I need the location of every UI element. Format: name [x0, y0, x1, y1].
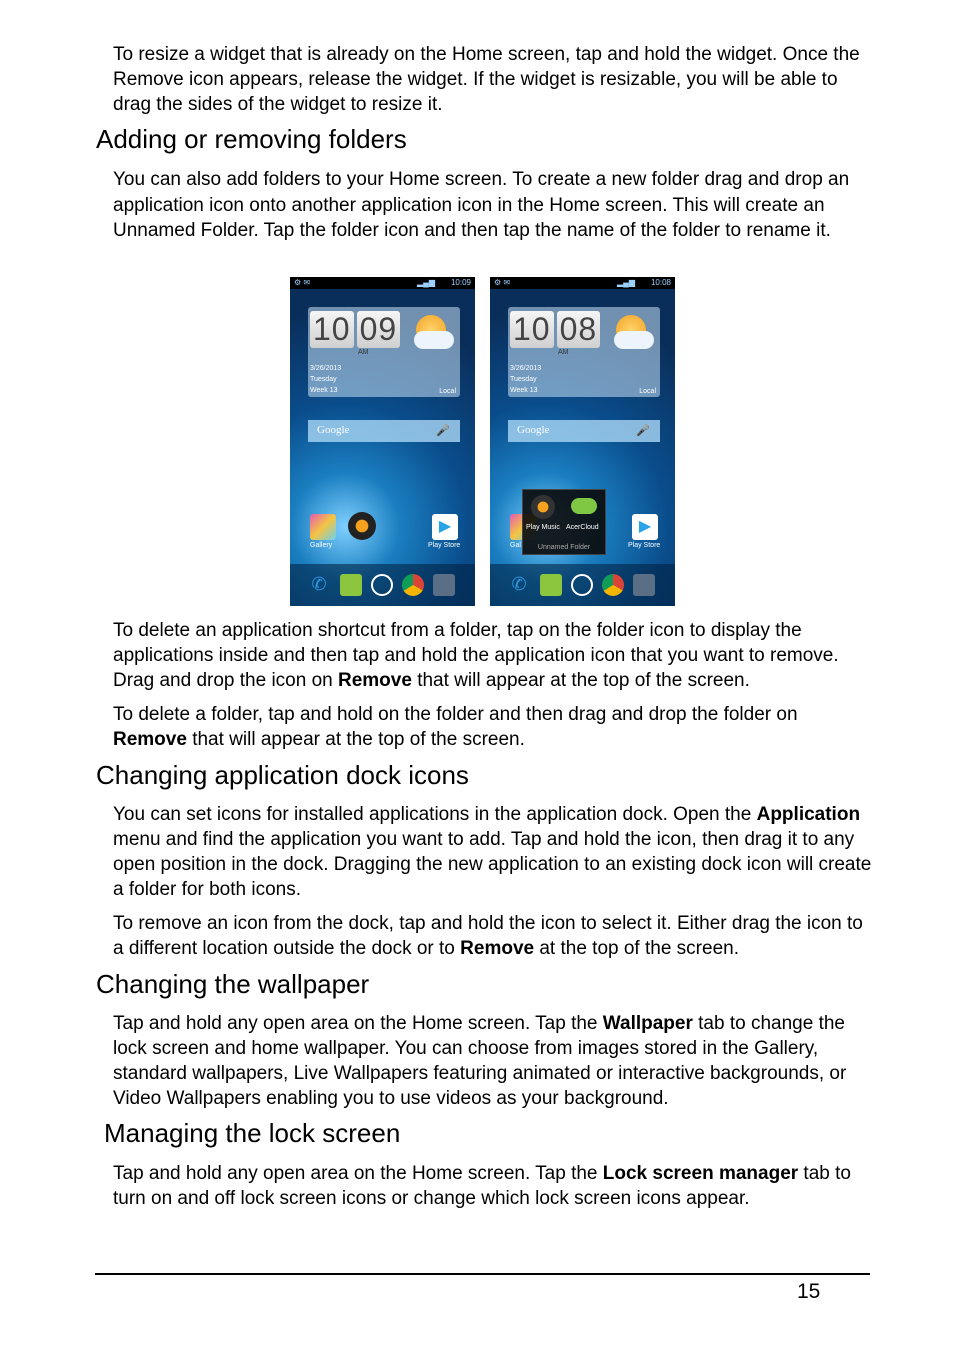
google-label: Google: [317, 424, 350, 436]
wallpaper-paragraph: Tap and hold any open area on the Home screen. Tap the Wallpaper tab to change the lock screen and home wallpaper. You can choose from images stored in the Gallery, standard wallpapers, Live Wallpapers featuring animated or interactive backgrounds, or Video Wallpapers enabling you to use videos as your background.: [113, 1013, 847, 1109]
status-time: 10:09: [450, 278, 471, 287]
app-drawer-icon[interactable]: [571, 574, 593, 596]
clock-day: Tuesday: [310, 376, 337, 383]
status-bar: [290, 277, 475, 289]
clock-widget: [508, 307, 660, 397]
google-search-bar[interactable]: [508, 420, 660, 442]
app-drawer-icon[interactable]: [371, 574, 393, 596]
cloud-icon: [414, 331, 454, 349]
status-time: 10:08: [650, 278, 671, 287]
chrome-icon[interactable]: [602, 574, 624, 596]
notification-icons: ⚙ ✉: [494, 278, 511, 287]
gallery-label: Gal: [510, 542, 521, 549]
app-dock: [490, 564, 675, 606]
phone-icon[interactable]: ✆: [511, 574, 527, 594]
remove-keyword: Remove: [460, 938, 535, 959]
footer-rule: [95, 1273, 870, 1275]
dock-paragraph-1: You can set icons for installed applications in the application dock. Open the Application menu and find the application you want to add. Tap and hold the icon, then drag it to any open position in the dock. Dragging the new application to an existing dock icon will create a folder for both icons.: [113, 804, 872, 900]
remove-keyword: Remove: [338, 670, 412, 691]
lock-screen-manager-keyword: Lock screen manager: [602, 1163, 799, 1184]
google-search-bar[interactable]: [308, 420, 460, 442]
messaging-icon[interactable]: [340, 574, 362, 596]
google-label: Google: [517, 424, 550, 436]
remove-keyword: Remove: [113, 729, 187, 750]
clock-week: Week 13: [510, 387, 538, 394]
folder-app-label-1: Play Music: [526, 524, 560, 531]
gallery-label: Gallery: [310, 542, 333, 549]
folders-paragraph-3: To delete a folder, tap and hold on the folder and then drag and drop the folder on Remove that will appear at the top of the screen.: [113, 704, 798, 750]
gallery-icon[interactable]: [310, 514, 336, 540]
folders-paragraph-2: To delete an application shortcut from a folder, tap on the folder icon to display the applications inside and then tap and hold the application icon that you want to remove. Drag and drop the icon on Remove that will appear at the top of the screen.: [113, 620, 839, 691]
clock-ampm: AM: [358, 349, 369, 356]
chrome-icon[interactable]: [402, 574, 424, 596]
folders-paragraph-1: You can also add folders to your Home screen. To create a new folder drag and drop an application icon onto another application icon in the Home screen. This will create an Unnamed Folder. Tap the folder icon and then tap the name of the folder to rename it.: [113, 169, 850, 241]
unnamed-folder-popup[interactable]: [522, 489, 606, 555]
play-music-icon[interactable]: [348, 512, 376, 540]
app-dock: [290, 564, 475, 606]
folder-app-label-2: AcerCloud: [566, 524, 599, 531]
clock-week: Week 13: [310, 387, 338, 394]
notification-icons: ⚙ ✉: [294, 278, 311, 287]
wallpaper-keyword: Wallpaper: [602, 1013, 693, 1034]
microphone-icon[interactable]: 🎤: [436, 425, 450, 437]
clock-day: Tuesday: [510, 376, 537, 383]
heading-wallpaper: Changing the wallpaper: [96, 969, 370, 999]
home-screen-screenshots: [290, 277, 676, 606]
clock-date: 3/26/2013: [510, 365, 542, 372]
clock-ampm: AM: [558, 349, 569, 356]
lock-paragraph: Tap and hold any open area on the Home screen. Tap the Lock screen manager tab to turn on and off lock screen icons or change which lock screen icons appear.: [113, 1163, 851, 1209]
dock-paragraph-2: To remove an icon from the dock, tap and hold the icon to select it. Either drag the icon to a different location outside the dock or to Remove at the top of the screen.: [113, 913, 863, 959]
play-store-icon[interactable]: ▶: [432, 514, 458, 540]
microphone-icon[interactable]: 🎤: [636, 425, 650, 437]
phone-screenshot-after: [490, 277, 675, 606]
heading-lock-screen: Managing the lock screen: [104, 1118, 401, 1148]
play-music-icon[interactable]: [531, 495, 555, 519]
clock-minute: 09: [357, 311, 401, 348]
folder-name-label[interactable]: Unnamed Folder: [537, 544, 591, 551]
heading-dock: Changing application dock icons: [96, 760, 469, 790]
clock-local-label: Local: [639, 388, 656, 395]
clock-hour: 10: [310, 311, 354, 348]
application-keyword: Application: [756, 804, 861, 825]
signal-icon: ▂▄▆: [417, 278, 435, 287]
clock-hour: 10: [510, 311, 554, 348]
clock-minute: 08: [557, 311, 601, 348]
camera-icon[interactable]: [433, 574, 455, 596]
play-store-label: Play Store: [428, 542, 461, 549]
clock-local-label: Local: [439, 388, 456, 395]
resize-paragraph: To resize a widget that is already on the Home screen, tap and hold the widget. Once the Remove icon appears, release the widget. If the widget is resizable, you will be able to drag the sides of the widget to resize it.: [113, 44, 860, 115]
heading-folders: Adding or removing folders: [96, 124, 407, 154]
play-store-label: Play Store: [628, 542, 661, 549]
acercloud-icon[interactable]: [571, 498, 597, 514]
phone-screenshot-before: [290, 277, 475, 606]
clock-widget: [308, 307, 460, 397]
signal-icon: ▂▄▆: [617, 278, 635, 287]
cloud-icon: [614, 331, 654, 349]
phone-icon[interactable]: ✆: [311, 574, 327, 594]
clock-date: 3/26/2013: [310, 365, 342, 372]
page-number: 15: [797, 1280, 821, 1303]
status-bar: [490, 277, 675, 289]
messaging-icon[interactable]: [540, 574, 562, 596]
camera-icon[interactable]: [633, 574, 655, 596]
play-store-icon[interactable]: ▶: [632, 514, 658, 540]
